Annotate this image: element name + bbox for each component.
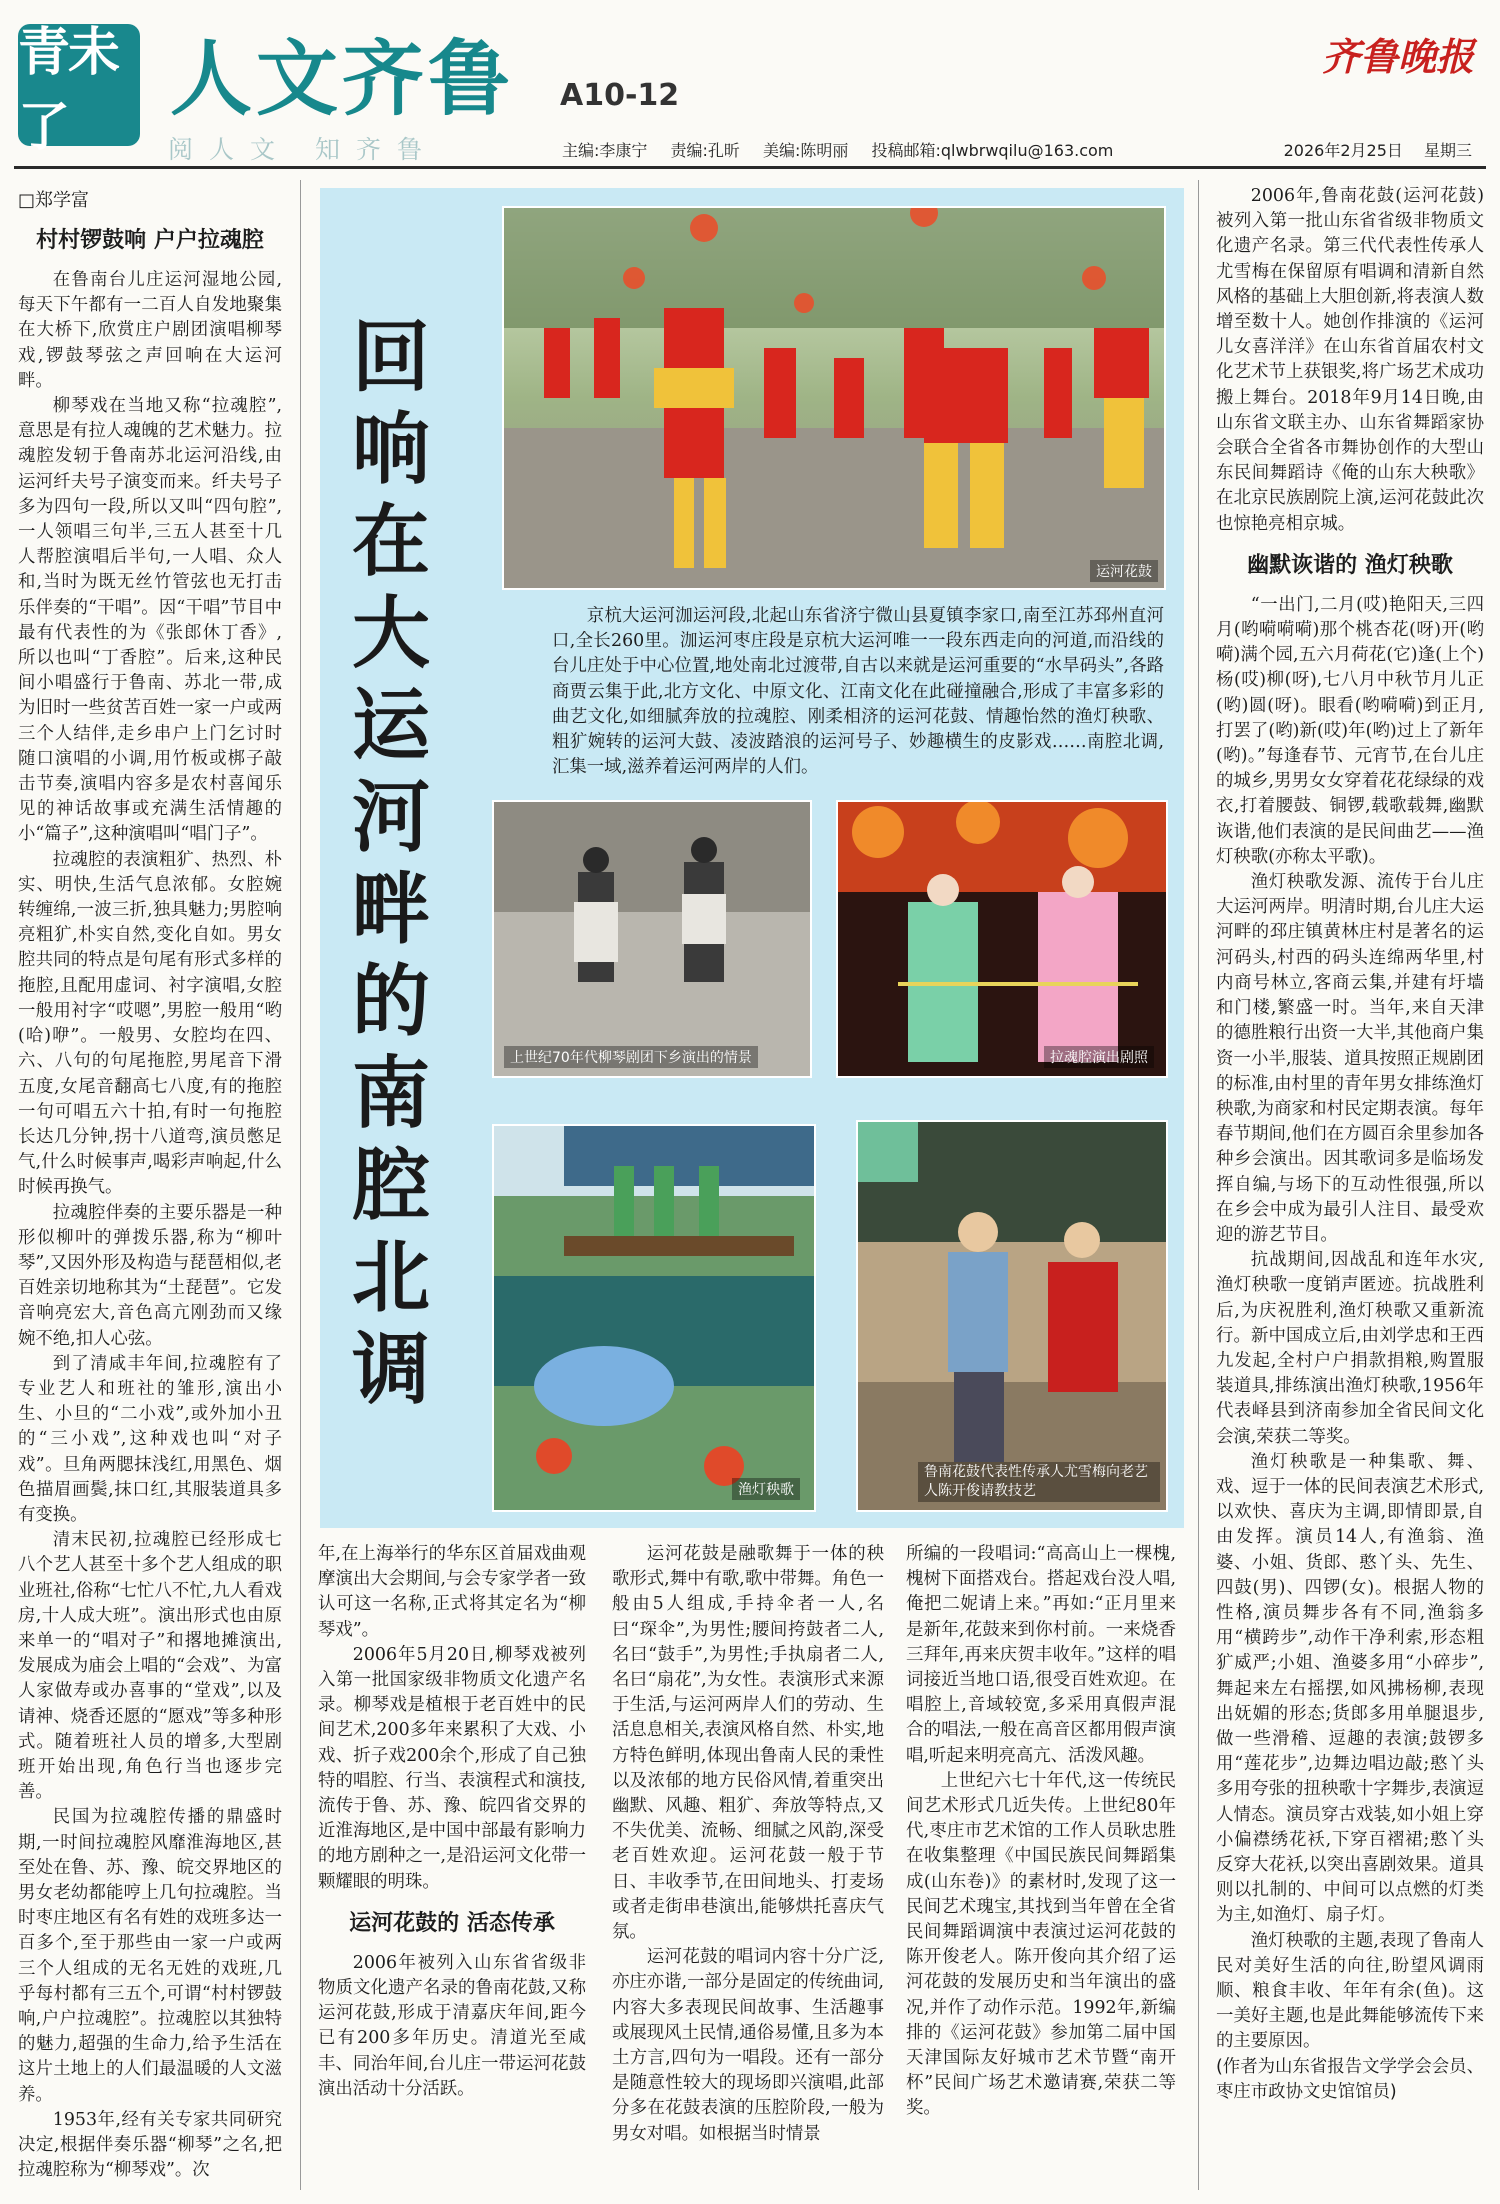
paragraph: 渔灯秧歌的主题,表现了鲁南人民对美好生活的向往,盼望风调雨顺、粮食丰收、年年有余(鱼)。这一美好主题,也是此舞能够流传下来的主要原因。 (1216, 1930, 1484, 2052)
paragraph: 拉魂腔伴奏的主要乐器是一种形似柳叶的弹拨乐器,称为“柳叶琴”,又因外形及构造与琵琶相似,老百姓亲切地称其为“土琵琶”。它发音响亮宏大,音色高亢刚劲而又缘婉不绝,扣人心弦。 (18, 1202, 282, 1349)
author-note: (作者为山东省报告文学学会会员、枣庄市政协文史馆馆员) (1216, 2056, 1484, 2102)
subheading: 村村锣鼓响 户户拉魂腔 (36, 228, 264, 253)
dancers-illustration (504, 208, 1164, 588)
article-column-4 (906, 1542, 1176, 2122)
paragraph: 运河花鼓的唱词内容十分广泛,亦庄亦谐,一部分是固定的传统曲词,内容大多表现民间故事、生活趣事或展现风土民情,通俗易懂,且多为本土方言,四句为一唱段。还有一部分是随意性较大的现场即兴演唱,此部分多在花鼓表演的压腔阶段,一般为男女对唱。如根据当时情景 (612, 1947, 884, 2144)
inheritor-illustration (858, 1122, 1166, 1510)
paragraph: 在鲁南台儿庄运河湿地公园,每天下午都有一二百人自发地聚集在大桥下,欣赏庄户剧团演唱柳琴戏,锣鼓琴弦之声回响在大运河畔。 (18, 270, 282, 391)
photo-caption: 拉魂腔演出剧照 (1044, 1046, 1154, 1068)
article-column-3 (612, 1542, 884, 2147)
masthead-rule (14, 166, 1486, 169)
paragraph: 所编的一段唱词:“高高山上一棵槐,槐树下面搭戏台。搭起戏台没人唱,俺把二妮请上来。”再如:“正月里来是新年,花鼓来到你村前。一来烧香三拜年,再来庆贺丰收年。”这样的唱词接近当地口语,很受百姓欢迎。在唱腔上,音域较宽,多采用真假声混合的唱法,一般在高音区都用假声演唱,听起来明亮高亢、活泼风趣。 (906, 1544, 1176, 1766)
subheading: 幽默诙谐的 渔灯秧歌 (1247, 552, 1453, 578)
section-title: 人文齐鲁 (170, 32, 515, 127)
boat-stage-illustration (494, 1126, 814, 1510)
paragraph: 清末民初,拉魂腔已经形成七八个艺人甚至十多个艺人组成的职业班社,俗称“七忙八不忙,九人看戏房,十人成大班”。演出形式也由原来单一的“唱对子”和撂地摊演出,发展成为庙会上唱的“会戏”、为富人家做寿或办喜事的“堂戏”,以及请神、烧香还愿的“愿戏”等多种形式。随着班社人员的增多,大型剧班开始出现,角色行当也逐步完善。 (18, 1530, 282, 1803)
feature-intro: 京杭大运河泇运河段,北起山东省济宁微山县夏镇李家口,南至江苏邳州直河口,全长260里。泇运河枣庄段是京杭大运河唯一一段东西走向的河道,而沿线的台儿庄处于中心位置,地处南北过渡带,自古以来就是运河重要的“水旱码头”,各路商贾云集于此,北方文化、中原文化、江南文化在此碰撞融合,形成了丰富多彩的曲艺文化,如细腻奔放的拉魂腔、刚柔相济的运河花鼓、情趣怡然的渔灯秧歌、粗犷婉转的运河大鼓、凌波踏浪的运河号子、妙趣横生的皮影戏……南腔北调,汇集一域,滋养着运河两岸的人们。 (552, 606, 1164, 778)
photo-caption: 渔灯秧歌 (732, 1478, 800, 1500)
editor-credits (562, 138, 1131, 161)
newspaper-logo: 齐鲁晚报 (1321, 34, 1474, 79)
column-divider (300, 180, 301, 2190)
paragraph: 运河花鼓是融歌舞于一体的秧歌形式,舞中有歌,歌中带舞。角色一般由5人组成,手持伞者一人,名曰“琛伞”,为男性;腰间挎鼓者二人,名曰“鼓手”,为男性;手执扇者二人,名曰“扇花”,为女性。表演形式来源于生活,与运河两岸人们的劳动、生活息息相关,表演风格自然、朴实,地方特色鲜明,体现出鲁南人民的秉性以及浓郁的地方民俗风情,着重突出幽默、风趣、粗犷、奔放等特点,又不失优美、流畅、细腻之风韵,深受老百姓欢迎。运河花鼓一般于节日、丰收季节,在田间地头、打麦场或者走街串巷演出,能够烘托喜庆气氛。 (612, 1544, 884, 1943)
paragraph: 拉魂腔的表演粗犷、热烈、朴实、明快,生活气息浓郁。女腔婉转缠绵,一波三折,独具魅力;男腔响亮粗犷,朴实自然,变化自如。男女腔共同的特点是句尾有形式多样的拖腔,且配用虚词、衬字演唱,女腔一般用衬字“哎嗯”,男腔一般用“哟(哈)咿”。一般男、女腔均在四、六、八句的句尾拖腔,男尾音下滑五度,女尾音翻高七八度,有的拖腔一句可唱五六十拍,有时一句拖腔长达几分钟,拐十八道弯,演员憋足气,什么时候事声,喝彩声响起,什么时候再换气。 (18, 849, 282, 1198)
article-column-5 (1216, 184, 1484, 2105)
photo-canal-flower-drum (502, 206, 1166, 590)
paragraph: 上世纪六七十年代,这一传统民间艺术形式几近失传。上世纪80年代,枣庄市艺术馆的工作人员耿忠胜在收集整理《中国民族民间舞蹈集成(山东卷)》的素材时,发现了这一民间艺术瑰宝,其找到当年曾在全省民间舞蹈调演中表演过运河花鼓的陈开俊老人。陈开俊向其介绍了运河花鼓的发展历史和当年演出的盛况,并作了动作示范。1992年,新编排的《运河花鼓》参加第二届中国天津国际友好城市艺术节暨“南开杯”民间广场艺术邀请赛,荣获二等奖。 (906, 1770, 1176, 2119)
dateline (1268, 138, 1472, 161)
photo-1970s-troupe (492, 800, 812, 1078)
troupe-illustration (494, 802, 810, 1076)
paragraph: 2006年被列入山东省省级非物质文化遗产名录的鲁南花鼓,又称运河花鼓,形成于清嘉庆年间,距今已有200多年历史。清道光至咸丰、同治年间,台儿庄一带运河花鼓演出活动十分活跃。 (318, 1952, 586, 2099)
photo-inheritor-master (856, 1120, 1168, 1512)
chief-editor: 主编:李康宁 (562, 141, 648, 160)
paragraph: 渔灯秧歌是一种集歌、舞、戏、逗于一体的民间表演艺术形式,以欢快、喜庆为主调,即情即景,自由发挥。演员14人,有渔翁、渔婆、小姐、货郎、憨丫头、先生、四鼓(男)、四锣(女)。根据人物的性格,演员舞步各有不同,渔翁多用“横跨步”,动作干净利索,形态粗犷威严;小姐、渔婆多用“小碎步”,舞起来左右摇摆,如风拂杨柳,表现出妩媚的形态;货郎多用单腿退步,做一些滑稽、逗趣的表演;鼓锣多用“莲花步”,边舞边唱边敲;憨丫头多用夸张的扭秧歌十字舞步,表演逗人情态。演员穿古戏装,如小姐上穿小偏襟绣花袄,下穿百褶裙;憨丫头反穿大花袄,以突出喜剧效果。道具则以扎制的、中间可以点燃的灯类为主,如渔灯、扇子灯。 (1216, 1451, 1484, 1926)
column-divider (1198, 180, 1199, 2190)
art-editor: 美编:陈明丽 (763, 141, 849, 160)
duty-editor: 责编:孔昕 (670, 141, 740, 160)
paragraph: 2006年5月20日,柳琴戏被列入第一批国家级非物质文化遗产名录。柳琴戏是植根于老百姓中的民间艺术,200多年来累积了大戏、小戏、折子戏200余个,形成了自己独特的唱腔、行当、表演程式和演技,流传于鲁、苏、豫、皖四省交界的近淮海地区,是中国中部最有影响力的地方剧种之一,是沿运河文化带一颗耀眼的明珠。 (318, 1644, 586, 1892)
headline: 回响在大运河畔的南腔北调 (352, 312, 431, 1415)
paragraph: 柳琴戏在当地又称“拉魂腔”,意思是有拉人魂魄的艺术魅力。拉魂腔发轫于鲁南苏北运河沿线,由运河纤夫号子演变而来。纤夫号子多为四句一段,所以又叫“四句腔”,一人领唱三句半,三五人甚至十几人帮腔演唱后半句,一人唱、众人和,当时为既无丝竹管弦也无打击乐伴奏的“干唱”。因“干唱”节目中最有代表性的为《张郎休丁香》,所以也叫“丁香腔”。后来,这种民间小唱盛行于鲁南、苏北一带,成为旧时一些贫苦百姓一家一户或两三个人结伴,走乡串户上门乞讨时随口演唱的小调,用竹板或梆子敲击节奏,演唱内容多是农村喜闻乐见的神话故事或充满生活情趣的小“篇子”,这种演唱叫“唱门子”。 (18, 396, 282, 845)
article-column-1 (18, 212, 282, 2183)
photo-fishing-lantern-yangge (492, 1124, 816, 1512)
photo-lahunqiang-stage (836, 800, 1168, 1078)
issue-date: 2026年2月25日 (1283, 141, 1403, 160)
section-logo: 青未了 (18, 24, 140, 146)
subheading: 运河花鼓的 活态传承 (349, 1910, 555, 1936)
photo-caption: 运河花鼓 (1090, 560, 1158, 582)
paragraph: 到了清咸丰年间,拉魂腔有了专业艺人和班社的雏形,演出小生、小旦的“二小戏”,或外加小丑的“三小戏”,这种戏也叫“对子戏”。旦角两腮抹浅红,用黑色、烟色描眉画鬓,抹口红,其服装道具多有变换。 (18, 1353, 282, 1525)
photo-caption: 鲁南花鼓代表性传承人尤雪梅向老艺人陈开俊请教技艺 (918, 1462, 1160, 1502)
paragraph: 2006年,鲁南花鼓(运河花鼓)被列入第一批山东省省级非物质文化遗产名录。第三代代表性传承人尤雪梅在保留原有唱调和清新自然风格的基础上大胆创新,将表演人数增至数十人。她创作排演的《运河儿女喜洋洋》在山东省首届农村文化艺术节上获银奖,将广场艺术成功搬上舞台。2018年9月14日晚,由山东省文联主办、山东省舞蹈家协会联合全省各市舞协创作的大型山东民间舞蹈诗《俺的山东大秧歌》在北京民族剧院上演,运河花鼓此次也惊艳亮相京城。 (1216, 186, 1484, 534)
paragraph: “一出门,二月(哎)艳阳天,三四月(哟嗬嗬嗬)那个桃杏花(呀)开(哟嗬)满个园,五六月荷花(它)逢(上个)杨(哎)柳(呀),七八月中秋节月儿正(哟)圆(呀)。眼看(哟嗬嗬)到正月,打罢了(哟)新(哎)年(哟)过上了新年(哟)。”每逢春节、元宵节,在台儿庄的城乡,男男女女穿着花花绿绿的戏衣,打着腰鼓、铜锣,载歌载舞,幽默诙谐,他们表演的是民间曲艺——渔灯秧歌(亦称太平歌)。 (1216, 594, 1484, 867)
paragraph: 1953年,经有关专家共同研究决定,根据伴奏乐器“柳琴”之名,把拉魂腔称为“柳琴戏”。次 (18, 2109, 282, 2181)
article-column-2 (318, 1542, 586, 2102)
paragraph: 年,在上海举行的华东区首届戏曲观摩演出大会期间,与会专家学者一致认可这一名称,正式将其定名为“柳琴戏”。 (318, 1544, 586, 1640)
section-tagline: 阅人文 知齐鲁 (168, 135, 438, 164)
opera-stage-illustration (838, 802, 1166, 1076)
paragraph: 渔灯秧歌发源、流传于台儿庄大运河两岸。明清时期,台儿庄大运河畔的邳庄镇黄林庄村是著名的运河码头,村西的码头连绵两华里,村内商号林立,客商云集,并建有圩墙和门楼,繁盛一时。当年,来自天津的德胜粮行出资一大半,其他商户集资一小半,服装、道具按照正规剧团的标准,由村里的青年男女排练渔灯秧歌,为商家和村民定期表演。每年春节期间,他们在方圆百余里参加各种乡会演出。因其歌词多是临场发挥自编,与场下的互动性很强,所以在乡会中成为最引人注目、最受欢迎的游艺节目。 (1216, 872, 1484, 1245)
page-number: A10-12 (560, 78, 680, 113)
photo-caption: 上世纪70年代柳琴剧团下乡演出的情景 (504, 1046, 758, 1068)
author-byline: □郑学富 (18, 190, 90, 211)
issue-weekday: 星期三 (1423, 141, 1472, 160)
paragraph: 民国为拉魂腔传播的鼎盛时期,一时间拉魂腔风靡淮海地区,甚至处在鲁、苏、豫、皖交界地区的男女老幼都能哼上几句拉魂腔。当时枣庄地区有名有姓的戏班多达一百多个,至于那些由一家一户或两三个人组成的无名无姓的戏班,几乎每村都有三五个,可谓“村村锣鼓响,户户拉魂腔”。拉魂腔以其独特的魅力,超强的生命力,给予生活在这片土地上的人们最温暖的人文滋养。 (18, 1807, 282, 2105)
submission-email[interactable]: 投稿邮箱:qlwbrwqilu@163.com (871, 141, 1114, 160)
paragraph: 抗战期间,因战乱和连年水灾,渔灯秧歌一度销声匿迹。抗战胜利后,为庆祝胜利,渔灯秧歌又重新流行。新中国成立后,由刘学忠和王西九发起,全村户户捐款捐粮,购置服装道具,排练演出渔灯秧歌,1956年代表峄县到济南参加全省民间文化会演,荣获二等奖。 (1216, 1250, 1484, 1447)
